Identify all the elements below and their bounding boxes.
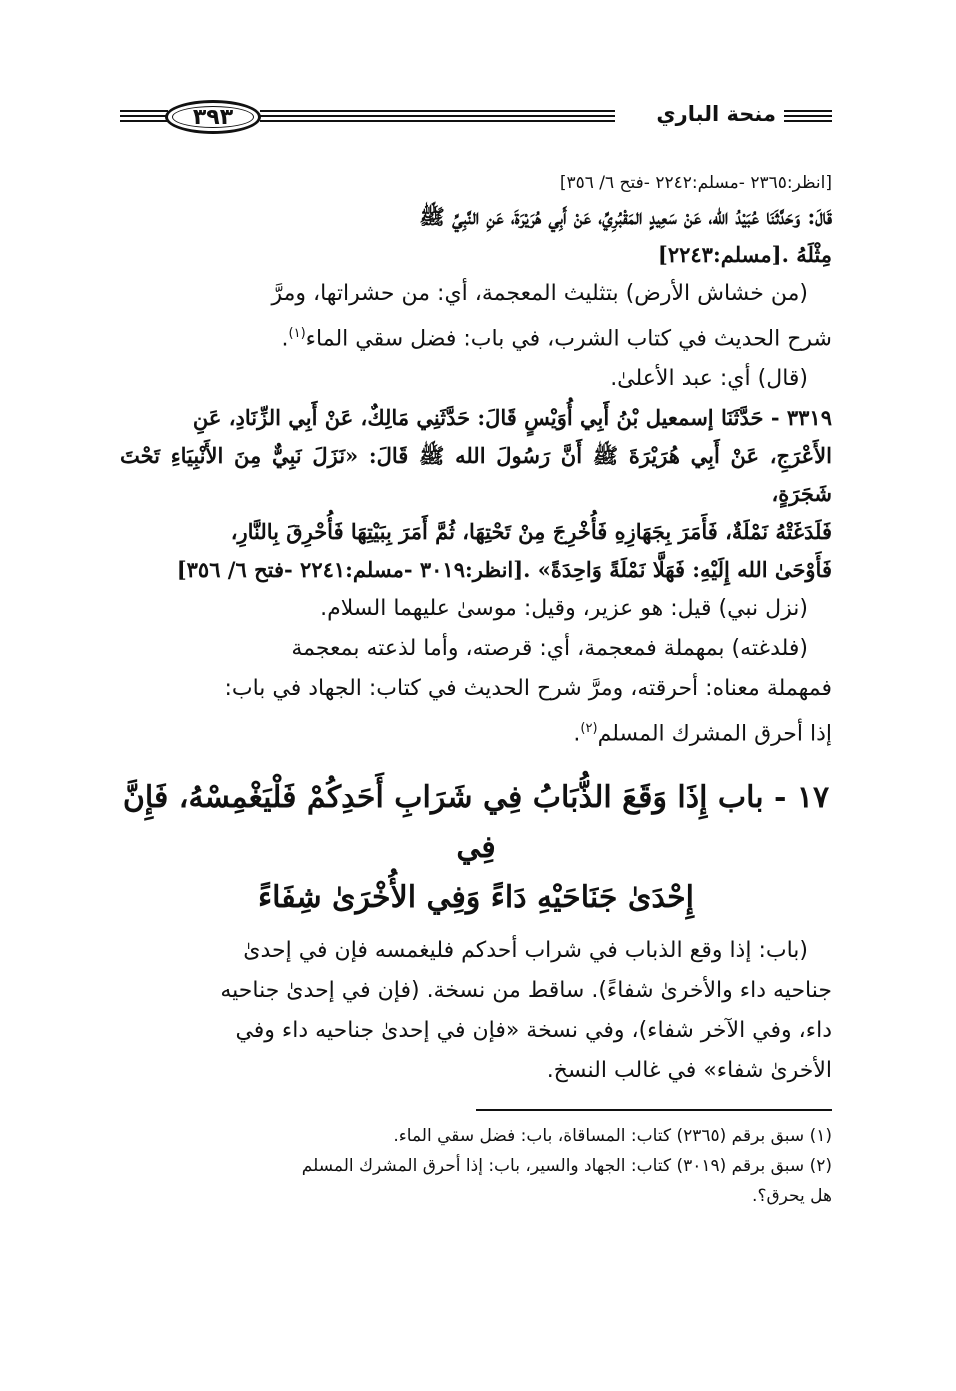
footnote-2: (٢) سبق برقم (٣٠١٩) كتاب: الجهاد والسير، باب: إذا أحرق المشرك المسلم [301,1155,832,1176]
page-body [120,168,832,1211]
running-title: منحة الباري [656,102,776,126]
hadith-line: فَلَدَغَتْهُ نَمْلَةٌ، فَأَمَرَ بِجَهَازِهِ فَأُخْرِجَ مِنْ تَحْتِهَا، ثُمَّ أَمَرَ بِبَيْتِهَا فَأُحْرِقَ بِالنَّارِ، [230,519,832,545]
hadith-line: مِثْلَهُ .[مسلم:٢٢٤٣] [657,242,832,267]
commentary-line: (قال) أي: عبد الأعلىٰ. [610,366,808,392]
commentary-line: (فلدغته) بمهملة فمعجمة، أي: قرصته، وأما لذعته بمعجمة [291,636,808,662]
footnote-ref-1: (١) [288,326,306,341]
commentary-line: داء، وفي الآخر شفاء)، وفي نسخة «فإن في إحدىٰ جناحيه داء وفي [235,1017,832,1043]
page-header [120,98,832,142]
footnote-separator [476,1109,832,1111]
commentary-line: (باب: إذا وقع الذباب في شراب أحدكم فليغمسه فإن في إحدىٰ [243,937,808,963]
commentary-line: جناحيه داء والأخرىٰ شفاءً). ساقط من نسخة. (فإن في إحدىٰ جناحيه [220,977,832,1003]
commentary-line: الأخرىٰ شفاء» في غالب النسخ. [546,1057,832,1083]
chapter-heading-line: ١٧ - باب إِذَا وَقَعَ الذُّبَابُ فِي شَرَابِ أَحَدِكُمْ فَلْيَغْمِسْهُ، فَإِنَّ فِي [122,779,830,865]
commentary-line: فمهملة معناه: أحرقته، ومرَّ شرح الحديث في كتاب: الجهاد في باب: [224,676,832,702]
header-rule-middle [260,110,615,125]
commentary-line: (نزل نبي) قيل: هو عزير، وقيل: موسىٰ عليهما السلام. [320,596,808,622]
commentary-line: (من خشاش الأرض) بتثليث المعجمة، أي: من حشراتها، ومرَّ [271,281,808,306]
commentary-line: شرح الحديث في كتاب الشرب، في باب: فضل سقي الماء$^{(١)}$. [281,326,832,352]
hadith-line: الأَعْرَجِ، عَنْ أَبِي هُرَيْرَةَ ﷺ أَنَّ رَسُولَ الله ﷺ قَالَ: «نَزَلَ نَبِيٌّ مِنَ الأَنْبِيَاءِ تَحْتَ شَجَرَةٍ، [120,443,832,507]
hadith-line: فَأَوْحَىٰ الله إِلَيْهِ: فَهَلَّا نَمْلَةً وَاحِدَةً» .[انظر:٣٠١٩ -مسلم:٢٢٤١ -فتح ٦/ ٣٥٦] [176,557,832,583]
header-rule-right [784,110,832,125]
header-rule-left [120,110,168,126]
commentary-text: شرح الحديث في كتاب الشرب، في باب: فضل سقي الماء [305,326,832,352]
commentary-line: إذا أحرق المشرك المسلم$^{(٢)}$. [573,721,832,747]
hadith-line: قَالَ: وَحَدَّثَنَا عُبَيْدُ الله، عَنْ سَعِيدٍ المَقْبُرِيِّ، عَنْ أَبِي هُرَيْرَةَ، عَنِ النَّبِيِّ ﷺ [419,204,832,229]
chapter-heading-line: إِحْدَىٰ جَنَاحَيْهِ دَاءً وَفِي الأُخْرَىٰ شِفَاءً [258,879,694,915]
reference-line: [انظر:٢٣٦٥ -مسلم:٢٢٤٢ -فتح ٦/ ٣٥٦] [559,173,832,193]
page-number-frame [165,100,261,134]
footnote-2-continued: هل يحرق؟. [752,1185,832,1206]
footnote-ref-2: (٢) [580,721,598,737]
footnote-1: (١) سبق برقم (٢٣٦٥) كتاب: المساقاة، باب: فضل سقي الماء. [393,1125,832,1146]
commentary-text: إذا أحرق المشرك المسلم [597,721,832,747]
chapter-heading [120,773,832,923]
page-number: ٣٩٣ [192,104,234,130]
hadith-line: ٣٣١٩ - حَدَّثَنَا إسمعيل بْنُ أَبِي أُوَيْسٍ قَالَ: حَدَّثَنِي مَالِكٌ، عَنْ أَبِي الزِّنَادِ، عَنِ [192,405,832,431]
